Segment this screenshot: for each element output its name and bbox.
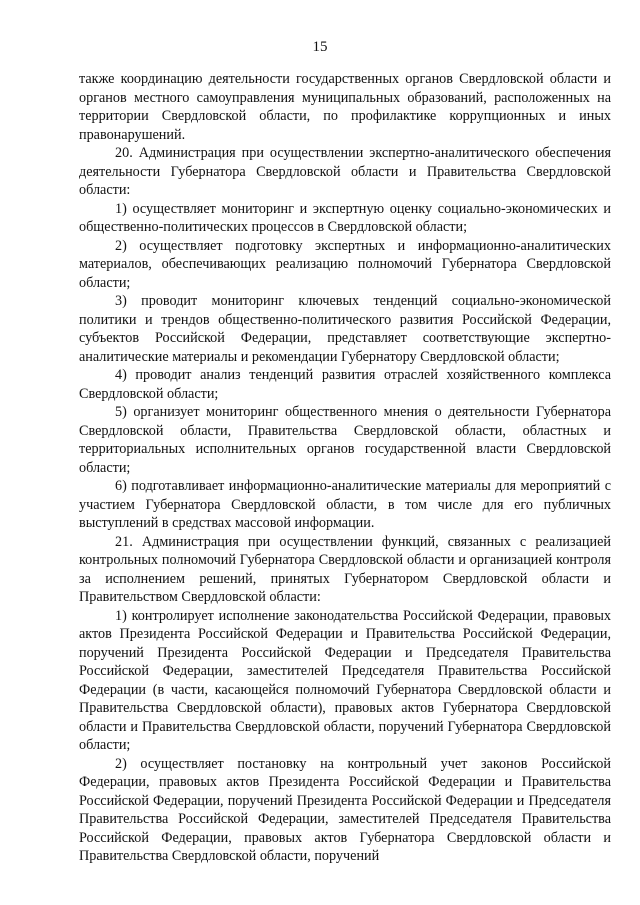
paragraph-clause-20-item-3: 3) проводит мониторинг ключевых тенденций социально-экономической политики и трендов общественно-политического развития Российской Федерации, субъектов Российской Федерации, представляет соответствующие экспертно-аналитические материалы и рекомендации Губернатору Свердловской области;	[79, 293, 611, 365]
paragraph-clause-20-item-2: 2) осуществляет подготовку экспертных и информационно-аналитических материалов, обеспечивающих реализацию полномочий Губернатора Свердловской области;	[79, 237, 611, 291]
page-number: 15	[312, 39, 328, 55]
paragraph-clause-20-item-1: 1) осуществляет мониторинг и экспертную оценку социально-экономических и общественно-политических процессов в Свердловской области;	[79, 200, 611, 235]
paragraph-clause-20-item-4: 4) проводит анализ тенденций развития отраслей хозяйственного комплекса Свердловской области;	[79, 367, 611, 402]
paragraph-clause-20-item-5: 5) организует мониторинг общественного мнения о деятельности Губернатора Свердловской области, Правительства Свердловской области, областных и территориальных исполнительных органов государственной власти Свердловской области;	[79, 404, 611, 476]
paragraph-continuation: также координацию деятельности государственных органов Свердловской области и органов местного самоуправления муниципальных образований, расположенных на территории Свердловской области, по профилактике коррупционных и иных правонарушений.	[79, 71, 611, 143]
paragraph-clause-21-item-1: 1) контролирует исполнение законодательства Российской Федерации, правовых актов Президента Российской Федерации и Правительства Российской Федерации, поручений Президента Российской Федерации и Председателя Правительства Российской Федерации, заместителей Председателя Правительства Российской Федерации (в части, касающейся полномочий Губернатора Свердловской области и Правительства Свердловской области), правовых актов Губернатора Свердловской области и Правительства Свердловской области, поручений Губернатора Свердловской области;	[79, 607, 611, 753]
document-body	[79, 70, 611, 866]
paragraph-clause-21: 21. Администрация при осуществлении функций, связанных с реализацией контрольных полномочий Губернатора Свердловской области и организацией контроля за исполнением решений, принятых Губернатором Свердловской области и Правительством Свердловской области:	[79, 533, 611, 605]
paragraph-clause-21-item-2: 2) осуществляет постановку на контрольный учет законов Российской Федерации, правовых актов Президента Российской Федерации и Правительства Российской Федерации, поручений Президента Российской Федерации и Председателя Правительства Российской Федерации, заместителей Председателя Правительства Российской Федерации, правовых актов Губернатора Свердловской области и Правительства Свердловской области, поручений	[79, 755, 611, 864]
paragraph-clause-20: 20. Администрация при осуществлении экспертно-аналитического обеспечения деятельности Губернатора Свердловской области и Правительства Свердловской области:	[79, 145, 611, 198]
paragraph-clause-20-item-6: 6) подготавливает информационно-аналитические материалы для мероприятий с участием Губернатора Свердловской области, в том числе для его публичных выступлений в средствах массовой информации.	[79, 478, 611, 531]
